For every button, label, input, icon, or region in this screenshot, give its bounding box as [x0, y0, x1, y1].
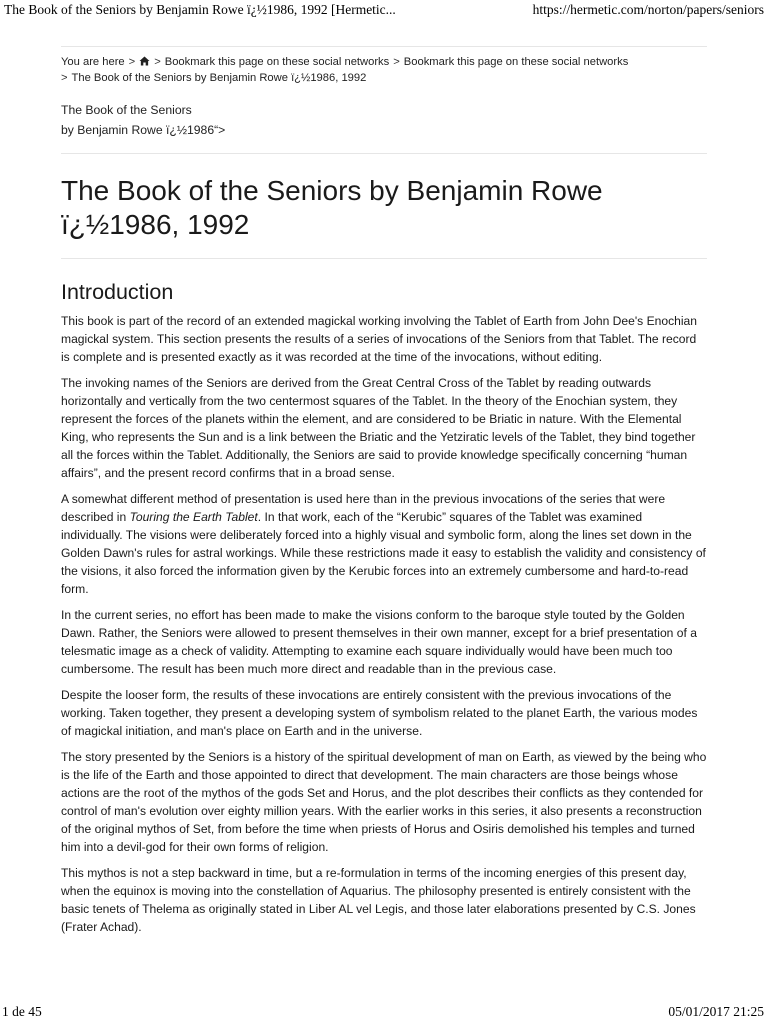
article-subtitle — [61, 100, 707, 140]
paragraph-text: The story presented by the Seniors is a history of the spiritual development of man on Earth, as viewed by the being who is the life of the Earth and those appointed to direct that development. The main characters are those beings whose actions are the root of the mythos of the gods Set and Horus, and the plot describes their conflicts as they contended for control of man's evolution over eighty million years. With the earlier works in this series, it also presents a reconstruction of the original mythos of Set, from before the time when priests of Horus and Osiris demolished his temples and turned him into a devil-god for their own forms of religion. — [61, 750, 707, 854]
subtitle-line-title: The Book of the Seniors — [61, 103, 192, 117]
top-divider — [61, 46, 707, 47]
breadcrumb-separator: > — [393, 56, 400, 68]
italic-title: Touring the Earth Tablet — [129, 510, 258, 524]
body-paragraph — [61, 686, 707, 740]
paragraph-text: . In that work, each of the “Kerubic” squares of the Tablet was examined individually. The visions were deliberately forced into a highly visual and symbolic form, along the lines set down in the Golden Dawn's rules for astral workings. While these restrictions made it easy to establish the validity and consistency of the visions, it also forced the information given by the Kerubic forces into an extremely cumbersome and hard-to-read form. — [61, 510, 706, 596]
paragraph-text: Despite the looser form, the results of these invocations are entirely consistent with the previous invocations of the working. Taken together, they present a developing system of symbolism related to the planet Earth, the various modes of magickal initiation, and man's place on Earth and in the universe. — [61, 688, 698, 738]
page-title: The Book of the Seniors by Benjamin Rowe ï¿½1986, 1992 — [61, 175, 603, 240]
article-content — [61, 46, 707, 936]
print-footer — [0, 1002, 768, 1024]
paragraph-text: The invoking names of the Seniors are derived from the Great Central Cross of the Tablet by reading outwards horizontally and vertically from the two centermost squares of the Tablet. In the theory of the Enochian system, they represent the forces of the planets within the element, and are considered to be Briatic in nature. With the Elemental King, who represents the Sun and is a link between the Briatic and the Yetziratic levels of the Tablet, they bind together all the forces within the Tablet. Additionally, the Seniors are said to provide knowledge specifically concerning “human affairs”, and the present record confirms that in a broad sense. — [61, 376, 696, 480]
print-header-title: The Book of the Seniors by Benjamin Rowe ï¿½1986, 1992 [Hermetic... — [4, 2, 396, 17]
breadcrumb-separator: > — [154, 56, 161, 68]
breadcrumb-home-link[interactable] — [139, 56, 150, 68]
print-header-url: https://hermetic.com/norton/papers/seniors — [532, 2, 764, 17]
title-divider — [61, 258, 707, 259]
breadcrumb-separator: > — [128, 56, 136, 68]
breadcrumb — [61, 54, 707, 86]
print-header — [0, 0, 768, 20]
print-timestamp: 05/01/2017 21:25 — [668, 1004, 764, 1019]
paragraph-text: This book is part of the record of an extended magickal working involving the Tablet of Earth from John Dee's Enochian magickal system. This section presents the results of a series of invocations of the Seniors from that Tablet. The record is complete and is presented exactly as it was recorded at the time of the invocations, without editing. — [61, 314, 698, 364]
subtitle-divider — [61, 153, 707, 154]
breadcrumb-prefix: You are here — [61, 56, 125, 68]
body-paragraph — [61, 374, 707, 482]
subtitle-line-author: by Benjamin Rowe ï¿½1986“> — [61, 123, 226, 137]
breadcrumb-item-bookmark[interactable]: Bookmark this page on these social networks — [403, 56, 629, 68]
page-number: 1 de 45 — [2, 1004, 42, 1019]
breadcrumb-item-bookmark[interactable]: Bookmark this page on these social networks — [164, 56, 390, 68]
body-paragraph — [61, 864, 707, 936]
body-paragraph — [61, 490, 707, 598]
introduction-body — [61, 312, 707, 936]
paragraph-text: In the current series, no effort has been made to make the visions conform to the baroque style touted by the Golden Dawn. Rather, the Seniors were allowed to present themselves in their own manner, except for a brief presentation of a telesmatic image as a check of validity. Attempting to examine each square individually would have been much too cumbersome. The result has been much more direct and readable than in the previous case. — [61, 608, 697, 676]
breadcrumb-current-page: The Book of the Seniors by Benjamin Rowe ï¿½1986, 1992 — [71, 72, 367, 84]
body-paragraph — [61, 748, 707, 856]
body-paragraph — [61, 606, 707, 678]
section-heading-introduction: Introduction — [61, 280, 174, 304]
breadcrumb-separator: > — [61, 72, 68, 84]
paragraph-text: This mythos is not a step backward in time, but a re-formulation in terms of the incoming energies of this present day, when the equinox is moving into the constellation of Aquarius. The philosophy presented is entirely consistent with the basic tenets of Thelema as originally stated in Liber AL vel Legis, and those later elaborations presented by C.S. Jones (Frater Achad). — [61, 866, 696, 934]
paragraph-text: A somewhat different method of presentation is used here than in the previous invocations of the series that were described in — [61, 492, 666, 524]
body-paragraph — [61, 312, 707, 366]
home-icon — [139, 56, 150, 66]
